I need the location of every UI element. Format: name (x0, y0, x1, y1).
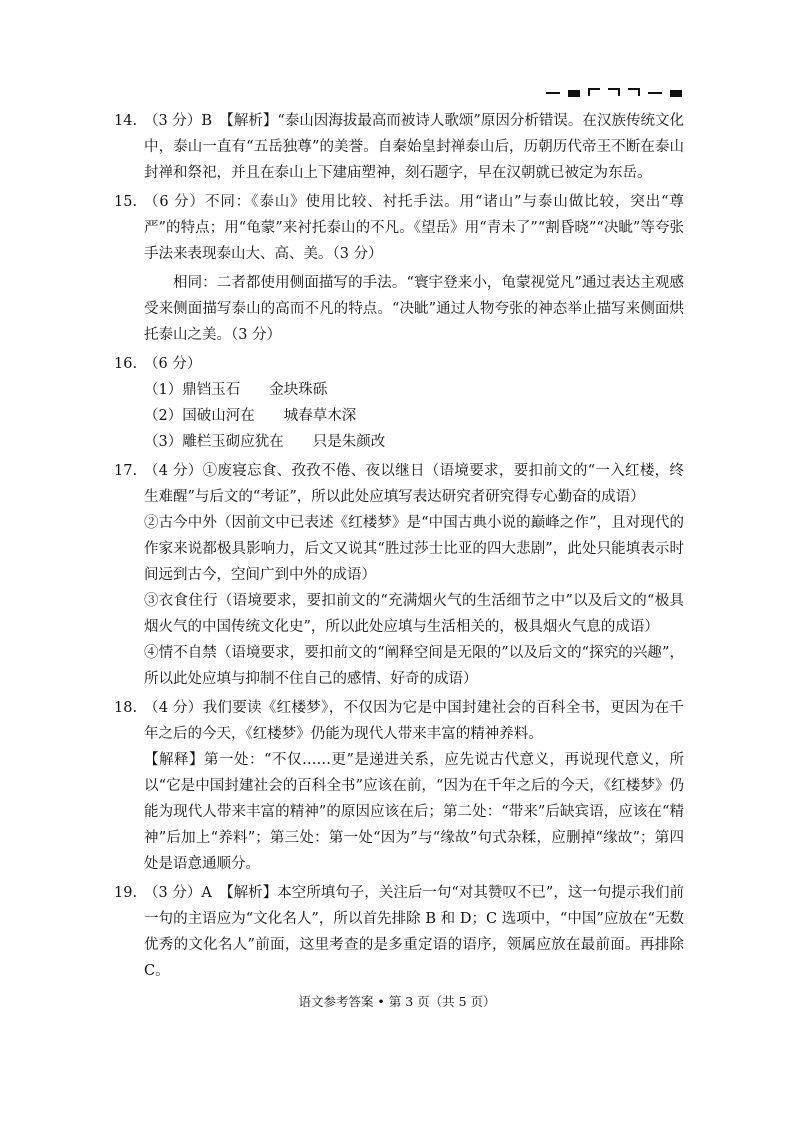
answer-16 (114, 351, 684, 455)
answer-text: （4 分）①废寝忘食、孜孜不倦、夜以继日（语境要求，要扣前文的“一入红楼，终生难醒”与后文的“考证”，所以此处应填写表达研究者研究得专心勤奋的成语） (144, 463, 684, 505)
answer-18 (114, 695, 684, 877)
answer-text: 【解释】第一处：“不仅……更”是递进关系，应先说古代意义，再说现代意义，所以“它是中国封建社会的百科全书”应该在前，“因为在千年之后的今天，《红楼梦》仍能为现代人带来丰富的精神”的原因应该在后；第二处：“带来”后缺宾语，应该在“精神”后加上“养料”；第三处：第一处“因为”与“缘故”句式杂糅，应删掉“缘故”；第四处是语意通顺分。 (144, 752, 684, 872)
answer-15 (114, 189, 684, 348)
answer-text: ③衣食住行（语境要求，要扣前文的“充满烟火气的生活细节之中”以及后文的“极具烟火气的中国传统文化史”，所以此处应填与生活相关的，极具烟火气息的成语） (144, 593, 684, 635)
answer-text: ④情不自禁（语境要求，要扣前文的“阐释空间是无限的”以及后文的“探究的兴趣”，所以此处应填与抑制不住自己的感情、好奇的成语） (144, 645, 684, 687)
decor-corner-right (608, 88, 620, 96)
question-number: 19. (114, 885, 138, 901)
decor-block (568, 90, 580, 97)
answer-text: （3）雕栏玉砌应犹在 只是朱颜改 (144, 434, 386, 450)
answer-text: 相同：二者都使用侧面描写的手法。“寰宇登来小，龟蒙视觉凡”通过表达主观感受来侧面描写泰山的高而不凡的特点。“决眦”通过人物夸张的神态举止描写来侧面烘托泰山之美。（3 分） (144, 275, 684, 343)
answer-content (114, 108, 684, 987)
decor-block (670, 90, 682, 97)
question-number: 15. (114, 194, 138, 210)
decor-corner-right (628, 88, 640, 96)
answer-text: （6 分） (144, 356, 202, 372)
answer-19 (114, 880, 684, 984)
answer-text: （2）国破山河在 城春草木深 (144, 408, 357, 424)
answer-14 (114, 108, 684, 186)
answer-text: （3 分）A 【解析】本空所填句子，关注后一句“对其赞叹不已”，这一句提示我们前一句的主语应为“文化名人”，所以首先排除 B 和 D；C 选项中，“中国”应放在“无数优秀的文化名人”前面，这里考查的是多重定语的语序，领属应放在最前面。再排除 C。 (144, 885, 684, 979)
question-number: 17. (114, 463, 138, 479)
decor-dash (648, 92, 662, 94)
decor-corner-left (588, 88, 600, 96)
question-number: 14. (114, 113, 138, 129)
question-number: 18. (114, 700, 138, 716)
header-decoration (546, 88, 682, 97)
decor-dash (546, 92, 560, 94)
answer-text: （4 分）我们要读《红楼梦》，不仅因为它是中国封建社会的百科全书，更因为在千年之后的今天，《红楼梦》仍能为现代人带来丰富的精神养料。 (144, 700, 684, 742)
answer-text: （1）鼎铛玉石 金块珠砾 (144, 382, 328, 398)
answer-text: （3 分）B 【解析】“泰山因海拔最高而被诗人歌颂”原因分析错误。在汉族传统文化中，泰山一直有“五岳独尊”的美誉。自秦始皇封禅泰山后，历朝历代帝王不断在泰山封禅和祭祀，并且在泰山上下建庙塑神，刻石题字，早在汉朝就已被定为东岳。 (144, 113, 684, 181)
page-footer: 语文参考答案 • 第 3 页（共 5 页） (298, 994, 496, 1009)
answer-text: （6 分）不同：《泰山》使用比较、衬托手法。用“诸山”与泰山做比较，突出“尊严”的特点；用“龟蒙”来衬托泰山的不凡。《望岳》用“青未了”“割昏晓”“决眦”等夸张手法来表现泰山大、高、美。（3 分） (144, 194, 684, 262)
answer-17 (114, 458, 684, 692)
question-number: 16. (114, 356, 138, 372)
answer-text: ②古今中外（因前文中已表述《红楼梦》是“中国古典小说的巅峰之作”，且对现代的作家来说都极具影响力，后文又说其“胜过莎士比亚的四大悲剧”，此处只能填表示时间远到古今，空间广到中外的成语） (144, 515, 684, 583)
